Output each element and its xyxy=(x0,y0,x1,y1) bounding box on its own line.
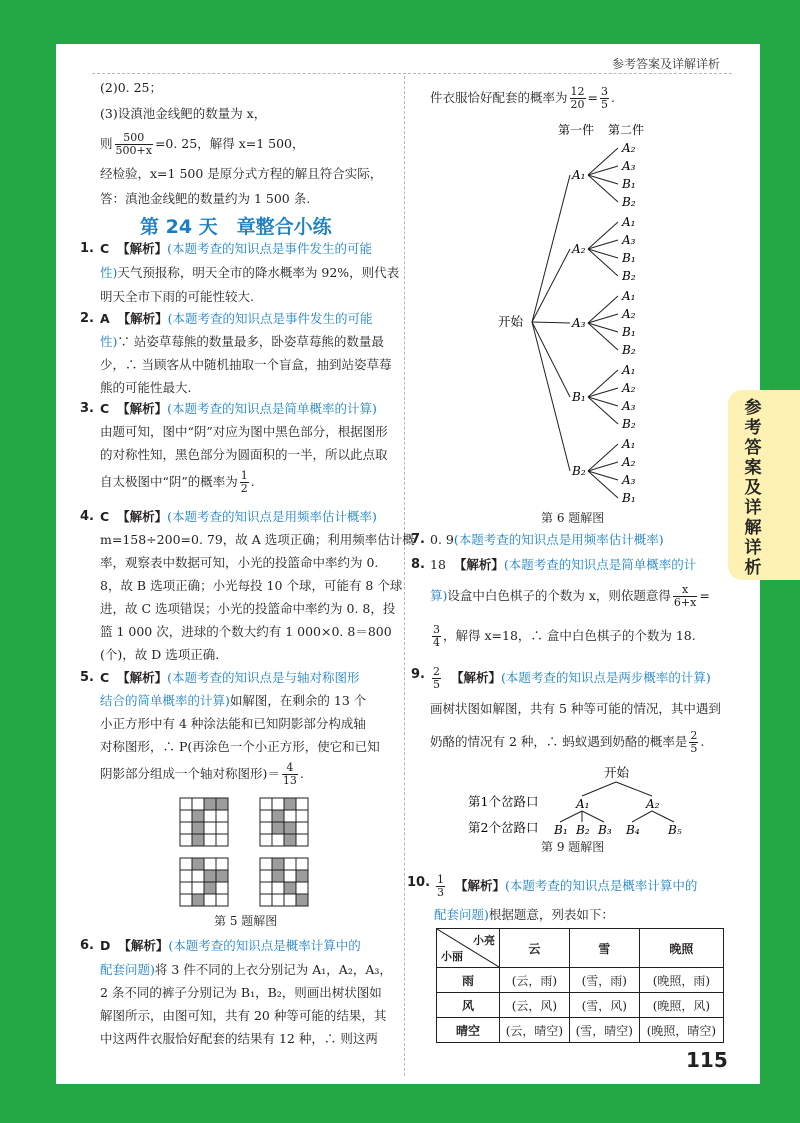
tree-node-second: A₂ xyxy=(622,141,636,155)
table-cell: (云，晴空) xyxy=(500,1018,570,1043)
grid-cell xyxy=(260,858,272,870)
tree-node-second: A₁ xyxy=(622,215,636,229)
question-2-line: 熊的可能性最大. xyxy=(100,380,192,395)
grid-cell-shaded xyxy=(272,870,284,882)
grid-cell xyxy=(296,858,308,870)
question-number: 10. xyxy=(407,875,431,890)
question-8-line: 算)设盒中白色棋子的个数为 x，则依题意得 $\frac{x}{6+x}$ = xyxy=(430,583,710,609)
tree-column-label: 第二件 xyxy=(608,123,645,137)
question-6-line: 配套问题)将 3 件不同的上衣分别记为 A₁，A₂，A₃， xyxy=(100,962,392,977)
grid-cell xyxy=(216,894,228,906)
grid-cell xyxy=(272,882,284,894)
question-10-line: 配套问题)根据题意，列表如下： xyxy=(434,907,614,922)
tree-row-label: 第1个岔路口 xyxy=(468,794,539,809)
question-number: 5. xyxy=(80,670,94,685)
question-8-line: 18 【解析】(本题考查的知识点是简单概率的计 xyxy=(430,557,697,572)
question-4-line: m=158÷200=0. 79，故 A 选项正确；利用频率估计概 xyxy=(100,532,415,547)
grid-cell xyxy=(216,810,228,822)
grid-cell xyxy=(192,882,204,894)
header-rule xyxy=(92,73,732,74)
table-col-header: 雪 xyxy=(569,929,639,968)
side-tab-label: 参考答案及详解详析 xyxy=(744,398,762,578)
tree-branch-line xyxy=(616,782,652,796)
fraction: $\frac{3}{5}$ xyxy=(601,85,608,111)
grid-cell xyxy=(272,834,284,846)
table-col-header: 云 xyxy=(500,929,570,968)
grid-cell xyxy=(180,834,192,846)
grid-cell-shaded xyxy=(192,834,204,846)
question-3-line: 由题可知，图中“阴”对应为图中黑色部分，根据图形 xyxy=(100,424,388,439)
question-4-line: (个)，故 D 选项正确. xyxy=(100,647,220,662)
grid-cell xyxy=(260,822,272,834)
grid-cell-shaded xyxy=(284,882,296,894)
grid-cell-shaded xyxy=(272,858,284,870)
question-number: 6. xyxy=(80,938,94,953)
question-9-line: 画树状图如解图，共有 5 种等可能的情况，其中遇到 xyxy=(430,701,721,716)
grid-cell xyxy=(284,894,296,906)
table-cell: (雪，风) xyxy=(569,993,639,1018)
question-1-line: 明天全市下雨的可能性较大. xyxy=(100,289,254,304)
grid-cell-shaded xyxy=(296,894,308,906)
grid-cell-shaded xyxy=(192,822,204,834)
question-4-line: 率，观察表中数据可知，小光的投篮命中率约为 0. xyxy=(100,555,379,570)
tree-column-label: 第一件 xyxy=(558,123,595,137)
column-divider xyxy=(404,76,405,1076)
tree-node-second: B₁ xyxy=(622,491,636,505)
grid-cell xyxy=(296,834,308,846)
tree-node-second: A₃ xyxy=(622,399,636,413)
fraction: $\frac{x}{6+x}$ xyxy=(673,583,697,609)
tree-branch-line xyxy=(532,249,570,322)
tree-node-level2: B₁ xyxy=(554,823,568,837)
question-number: 7. xyxy=(411,532,425,547)
grid-cell xyxy=(204,858,216,870)
question-5-line: 结合的简单概率的计算)如解图，在剩余的 13 个 xyxy=(100,693,367,708)
question-number: 4. xyxy=(80,509,94,524)
grid-cell xyxy=(192,798,204,810)
text-line: (2)0. 25； xyxy=(100,80,163,95)
question-5-line: 对称图形，∴ P(再涂色一个小正方形，使它和已知 xyxy=(100,739,380,754)
tree-node-second: A₂ xyxy=(622,455,636,469)
grid-cell xyxy=(204,894,216,906)
tree-node-second: B₂ xyxy=(622,269,636,283)
question-number: 9. xyxy=(411,667,425,682)
top-green-bar xyxy=(0,0,800,44)
grid-cell xyxy=(180,798,192,810)
grid-cell-shaded xyxy=(284,798,296,810)
tree-node-second: A₃ xyxy=(622,233,636,247)
grid-cell-shaded xyxy=(204,798,216,810)
tree-node-level2: B₄ xyxy=(626,823,640,837)
question-4-line: 篮 1 000 次，进球的个数大约有 1 000×0. 8＝800 xyxy=(100,624,392,639)
fraction: $\frac{3}{4}$ xyxy=(433,623,440,649)
tree-branch-line xyxy=(532,322,570,471)
tree-node-second: A₁ xyxy=(622,289,636,303)
question-9-line: $\frac{2}{5}$ 【解析】(本题考查的知识点是两步概率的计算) xyxy=(433,665,711,691)
table-header-row xyxy=(437,929,724,968)
grid-pattern xyxy=(260,798,308,846)
grid-cell xyxy=(260,870,272,882)
tree-node-level1: A₂ xyxy=(646,797,660,811)
figure-caption: 第 6 题解图 xyxy=(541,511,605,525)
running-header: 参考答案及详解详析 xyxy=(612,57,721,71)
table-row xyxy=(437,993,724,1018)
grid-pattern xyxy=(260,858,308,906)
tree-node-second: A₃ xyxy=(622,473,636,487)
grid-cell xyxy=(216,858,228,870)
tree-node-second: B₁ xyxy=(622,325,636,339)
table-cell: (云，雨) xyxy=(500,968,570,993)
pairing-table xyxy=(436,928,724,1043)
question-6-line: 2 条不同的裤子分别记为 B₁，B₂，则画出树状图如 xyxy=(100,985,382,1000)
grid-pattern xyxy=(180,858,228,906)
question-3-line: C 【解析】(本题考查的知识点是简单概率的计算) xyxy=(100,401,377,416)
grid-cell xyxy=(260,834,272,846)
bottom-green-bar xyxy=(0,1084,800,1123)
tree-node-first: A₂ xyxy=(572,242,586,256)
grid-cell-shaded xyxy=(216,798,228,810)
tree-node-first: A₁ xyxy=(572,168,586,182)
grid-cell xyxy=(216,882,228,894)
question-5-line: C 【解析】(本题考查的知识点是与轴对称图形 xyxy=(100,670,360,685)
table-row-header: 风 xyxy=(437,993,500,1018)
question-number: 2. xyxy=(80,311,94,326)
tree-node-first: B₂ xyxy=(572,464,586,478)
day-title: 第 24 天 章整合小练 xyxy=(140,216,332,238)
table-row xyxy=(437,1018,724,1043)
grid-cell xyxy=(260,882,272,894)
grid-cell xyxy=(216,834,228,846)
tree-branch-line xyxy=(632,811,652,822)
grid-cell xyxy=(260,798,272,810)
tree-node-second: B₁ xyxy=(622,251,636,265)
tree-node-second: A₁ xyxy=(622,363,636,377)
grid-cell-shaded xyxy=(204,882,216,894)
grid-cell xyxy=(296,822,308,834)
grid-cell-shaded xyxy=(204,870,216,882)
fraction: $\frac{1}{3}$ xyxy=(437,873,444,899)
question-9-line: 奶酪的情况有 2 种，∴ 蚂蚁遇到奶酪的概率是 $\frac{2}{5}$ . xyxy=(430,729,705,755)
equation-line: 则 $\frac{500}{500+x}$ =0. 25，解得 x=1 500， xyxy=(100,131,305,157)
tree-row-label: 第2个岔路口 xyxy=(468,820,539,835)
grid-cell-shaded xyxy=(272,822,284,834)
tree-diagram-q6 xyxy=(490,118,670,508)
table-cell: (晚照，雨) xyxy=(639,968,723,993)
question-8-line: $\frac{3}{4}$ ，解得 x=18，∴ 盒中白色棋子的个数为 18. xyxy=(433,623,696,649)
grid-cell xyxy=(284,810,296,822)
tree-node-level2: B₅ xyxy=(668,823,682,837)
grid-cell xyxy=(180,858,192,870)
question-4-line: 8，故 B 选项正确；小光每投 10 个球，可能有 8 个球 xyxy=(100,578,403,593)
question-6-line: 解图所示，由图可知，共有 20 种等可能的结果，其 xyxy=(100,1008,387,1023)
question-3-line: 自太极图中“阴”的概率为 $\frac{1}{2}$ . xyxy=(100,469,255,495)
left-green-bar xyxy=(0,0,56,1123)
tree-node-second: B₂ xyxy=(622,343,636,357)
fraction: $\frac{12}{20}$ xyxy=(570,85,585,111)
tree-root-label: 开始 xyxy=(604,765,630,780)
tree-node-second: A₃ xyxy=(622,159,636,173)
grid-cell-shaded xyxy=(192,810,204,822)
tree-node-first: A₃ xyxy=(572,316,586,330)
question-4-line: 进，故 C 选项错误；小光的投篮命中率约为 0. 8，投 xyxy=(100,601,396,616)
question-5-line: 小正方形中有 4 种涂法能和已知阴影部分构成轴 xyxy=(100,716,366,731)
table-cell: (晚照，晴空) xyxy=(639,1018,723,1043)
question-number: 8. xyxy=(411,557,425,572)
tree-node-second: B₂ xyxy=(622,417,636,431)
side-tab xyxy=(728,390,800,580)
figure-caption: 第 9 题解图 xyxy=(541,840,605,854)
grid-cell-shaded xyxy=(272,810,284,822)
tree-node-second: B₂ xyxy=(622,195,636,209)
grid-cell-shaded xyxy=(216,870,228,882)
fraction: $\frac{1}{2}$ xyxy=(240,469,248,495)
question-6-continued: 件衣服恰好配套的概率为 $\frac{12}{20}$ = $\frac{3}{5}$ . xyxy=(430,85,615,111)
grid-cell xyxy=(204,810,216,822)
fraction: $\frac{2}{5}$ xyxy=(433,665,440,691)
grid-cell xyxy=(260,894,272,906)
table-cell: (雪，晴空) xyxy=(569,1018,639,1043)
grid-cell xyxy=(216,822,228,834)
tree-node-level1: A₁ xyxy=(576,797,590,811)
grid-cell-shaded xyxy=(284,834,296,846)
tree-node-level2: B₃ xyxy=(598,823,612,837)
tree-branch-line xyxy=(582,811,604,822)
grid-cell-shaded xyxy=(284,822,296,834)
fraction: $\frac{500}{500+x}$ xyxy=(115,131,152,157)
grid-cell xyxy=(260,810,272,822)
table-row xyxy=(437,968,724,993)
symmetry-grid-figure xyxy=(178,796,318,910)
text-line: 经检验，x=1 500 是原分式方程的解且符合实际， xyxy=(100,166,383,181)
grid-cell xyxy=(204,834,216,846)
tree-root-label: 开始 xyxy=(498,314,524,329)
tree-branch-line xyxy=(652,811,674,822)
question-number: 1. xyxy=(80,241,94,256)
tree-node-second: A₂ xyxy=(622,307,636,321)
question-1-line: C 【解析】(本题考查的知识点是事件发生的可能 xyxy=(100,241,373,256)
table-cell: (云，风) xyxy=(500,993,570,1018)
grid-cell xyxy=(296,810,308,822)
grid-cell xyxy=(296,882,308,894)
question-5-line: 阴影部分组成一个轴对称图形)＝ $\frac{4}{13}$ . xyxy=(100,761,304,787)
grid-cell xyxy=(180,894,192,906)
question-10-line: $\frac{1}{3}$ 【解析】(本题考查的知识点是概率计算中的 xyxy=(437,873,698,899)
grid-cell xyxy=(284,870,296,882)
question-2-line: 少，∴ 当顾客从中随机抽取一个盲盒，抽到站姿草莓 xyxy=(100,357,392,372)
text-line: (3)设滇池金线鲃的数量为 x， xyxy=(100,106,267,121)
figure-caption: 第 5 题解图 xyxy=(214,914,278,928)
question-2-line: 性)∵ 站姿草莓熊的数量最多，卧姿草莓熊的数量最 xyxy=(100,334,384,349)
tree-branch-line xyxy=(560,811,582,822)
grid-cell xyxy=(180,810,192,822)
fraction: $\frac{4}{13}$ xyxy=(282,761,297,787)
table-corner-cell: 小亮 小丽 xyxy=(437,929,500,968)
tree-diagram-q9 xyxy=(466,762,696,842)
grid-cell xyxy=(192,870,204,882)
grid-cell xyxy=(180,822,192,834)
grid-cell-shaded xyxy=(296,870,308,882)
grid-cell xyxy=(296,798,308,810)
table-cell: (雪，雨) xyxy=(569,968,639,993)
tree-node-second: A₂ xyxy=(622,381,636,395)
question-6-line: 中这两件衣服恰好配套的结果有 12 种，∴ 则这两 xyxy=(100,1031,378,1046)
question-2-line: A 【解析】(本题考查的知识点是事件发生的可能 xyxy=(100,311,373,326)
fraction: $\frac{2}{5}$ xyxy=(690,729,698,755)
grid-cell xyxy=(284,858,296,870)
grid-cell xyxy=(204,822,216,834)
tree-node-level2: B₂ xyxy=(576,823,590,837)
question-4-line: C 【解析】(本题考查的知识点是用频率估计概率) xyxy=(100,509,377,524)
question-7-line: 0. 9(本题考查的知识点是用频率估计概率) xyxy=(430,532,664,547)
question-6-line: D 【解析】(本题考查的知识点是概率计算中的 xyxy=(100,938,361,953)
text-line: 答：滇池金线鲃的数量约为 1 500 条. xyxy=(100,191,311,206)
tree-branch-line xyxy=(532,322,570,397)
table-cell: (晚照，风) xyxy=(639,993,723,1018)
grid-cell xyxy=(180,882,192,894)
table-col-header: 晚照 xyxy=(639,929,723,968)
table-row-header: 晴空 xyxy=(437,1018,500,1043)
tree-node-second: A₁ xyxy=(622,437,636,451)
tree-branch-line xyxy=(532,175,570,322)
question-1-line: 性)天气预报称，明天全市的降水概率为 92%，则代表 xyxy=(100,265,400,280)
tree-node-first: B₁ xyxy=(572,390,586,404)
grid-cell xyxy=(272,894,284,906)
question-3-line: 的对称性知，黑色部分为圆面积的一半，所以此点取 xyxy=(100,447,388,462)
page-number: 115 xyxy=(686,1048,728,1072)
table-row-header: 雨 xyxy=(437,968,500,993)
tree-branch-line xyxy=(532,322,570,323)
tree-branch-line xyxy=(582,782,616,796)
grid-cell-shaded xyxy=(192,858,204,870)
grid-cell xyxy=(180,870,192,882)
grid-cell xyxy=(272,798,284,810)
question-number: 3. xyxy=(80,401,94,416)
tree-node-second: B₁ xyxy=(622,177,636,191)
grid-cell-shaded xyxy=(192,894,204,906)
grid-pattern xyxy=(180,798,228,846)
